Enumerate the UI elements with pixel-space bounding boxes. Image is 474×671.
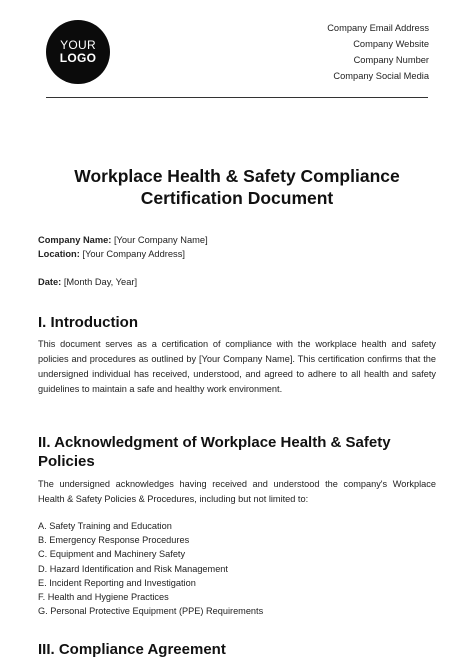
company-name-field — [38, 235, 208, 245]
list-item: B. Emergency Response Procedures — [38, 535, 190, 546]
list-item: D. Hazard Identification and Risk Management — [38, 563, 228, 574]
acknowledgment-paragraph: The undersigned acknowledges having received and understood the company's Workplace Health & Safety Policies & Procedures, including but not limited to: — [38, 479, 436, 504]
list-item: F. Health and Hygiene Practices — [38, 592, 169, 603]
date-label: Date: — [38, 277, 62, 287]
logo-text-logo: LOGO — [59, 51, 97, 65]
company-logo — [46, 20, 110, 84]
section-heading-acknowledgment — [38, 433, 436, 471]
list-item: E. Incident Reporting and Investigation — [38, 577, 196, 588]
policy-list — [38, 519, 436, 618]
title-line-2: Certification Document — [140, 188, 334, 208]
title-line-1: Workplace Health & Safety Compliance — [74, 166, 400, 186]
acknowledgment-heading-line-1: II. Acknowledgment of Workplace Health & Safety — [38, 434, 391, 451]
list-item: G. Personal Protective Equipment (PPE) Requirements — [38, 606, 264, 617]
introduction-paragraph: This document serves as a certification of compliance with the workplace health and safety policies and procedures as outlined by [Your Company Name]. This certification confirms that the undersigned individual has received, understood, and agreed to adhere to all health and safety guidelines to maintain a safe and healthy work environment. — [38, 339, 436, 394]
company-website: Company Website — [353, 39, 429, 49]
date-field — [38, 277, 137, 287]
section-heading-introduction: I. Introduction — [38, 314, 138, 331]
location-value: [Your Company Address] — [79, 249, 185, 259]
list-item: C. Equipment and Machinery Safety — [38, 549, 186, 560]
location-field — [38, 249, 185, 259]
section-heading-compliance-agreement: III. Compliance Agreement — [38, 641, 226, 658]
date-value: [Month Day, Year] — [61, 277, 138, 287]
company-number: Company Number — [353, 55, 429, 65]
acknowledgment-heading-line-2: Policies — [38, 453, 95, 470]
location-label: Location: — [38, 249, 80, 259]
company-email: Company Email Address — [327, 23, 429, 33]
header-divider — [46, 97, 428, 98]
list-item: A. Safety Training and Education — [38, 521, 172, 531]
company-name-value: [Your Company Name] — [111, 235, 208, 245]
logo-text-your: YOUR — [60, 38, 96, 53]
document-title — [20, 165, 454, 209]
company-name-label: Company Name: — [38, 235, 112, 245]
company-social-media: Company Social Media — [333, 71, 429, 81]
company-contact-block — [327, 20, 429, 84]
